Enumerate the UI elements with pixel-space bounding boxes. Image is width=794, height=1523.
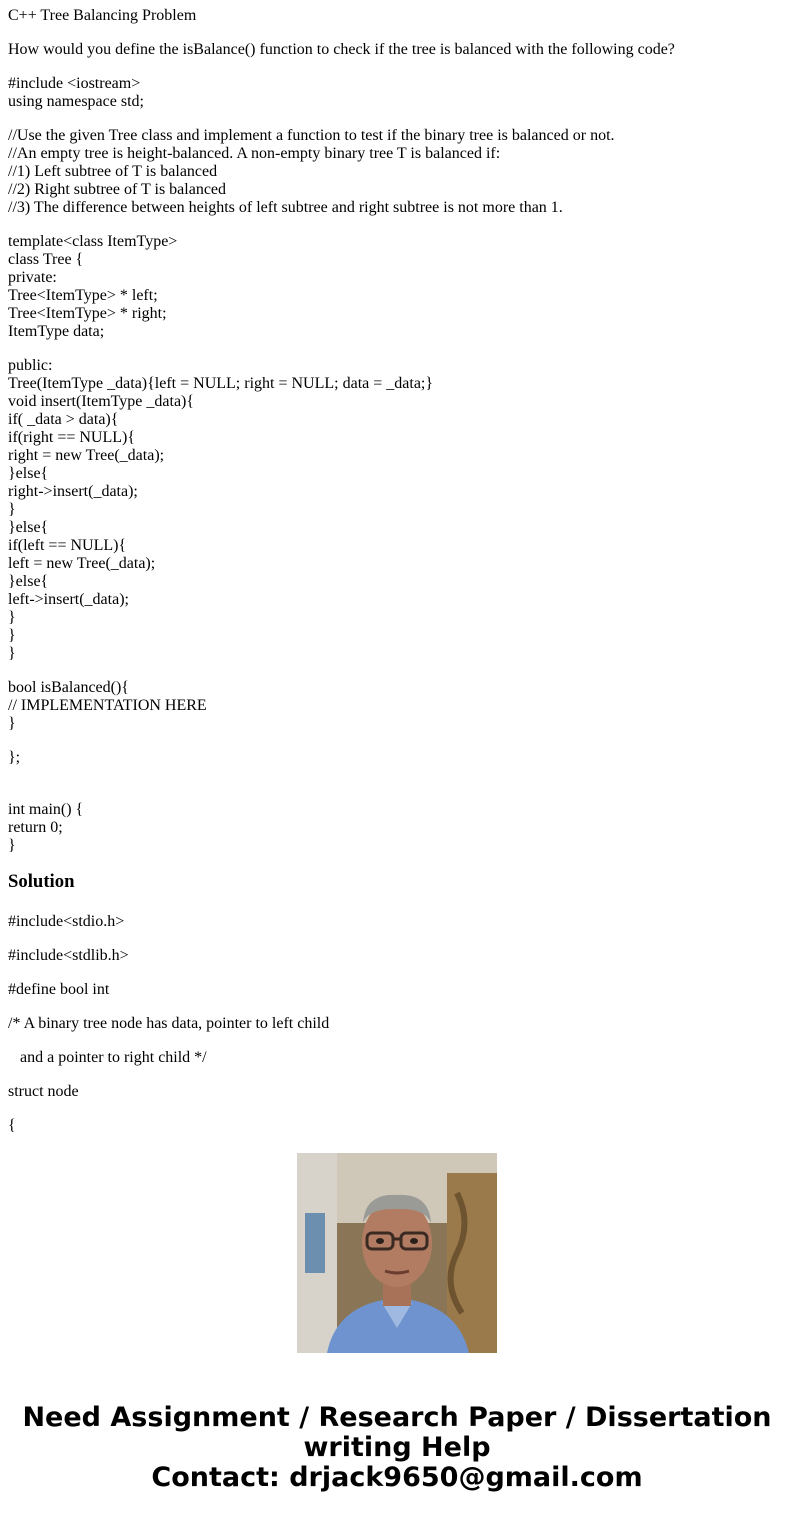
code-line: }else{ [8,573,49,590]
code-line: public: [8,357,53,374]
code-line: left->insert(_data); [8,591,129,608]
code-line: } [8,645,16,662]
code-line: class Tree { [8,251,84,268]
code-line: Tree<ItemType> * right; [8,305,167,322]
promo-banner [0,1403,794,1493]
solution-line: #define bool int [8,981,110,998]
solution-heading: Solution [8,871,75,892]
code-line: right = new Tree(_data); [8,447,165,464]
code-line: } [8,837,16,854]
code-line: return 0; [8,819,63,836]
code-line: private: [8,269,57,286]
code-line: if( _data > data){ [8,411,119,428]
code-paragraph [8,801,788,855]
solution-line: #include<stdio.h> [8,913,125,930]
author-photo [297,1153,497,1353]
code-line: }; [8,749,21,766]
code-line: } [8,715,16,732]
code-line: } [8,609,16,626]
avatar [297,1153,497,1353]
code-line: // IMPLEMENTATION HERE [8,697,207,714]
code-line: using namespace std; [8,93,144,110]
solution-line: /* A binary tree node has data, pointer to left child [8,1015,330,1032]
code-line: //2) Right subtree of T is balanced [8,181,227,198]
code-line [8,767,788,785]
code-line: //1) Left subtree of T is balanced [8,163,218,180]
solution-line: struct node [8,1083,79,1100]
promo-line-2: writing Help [303,1432,491,1463]
code-line: //An empty tree is height-balanced. A non-empty binary tree T is balanced if: [8,145,501,162]
code-paragraph [8,357,788,663]
code-paragraph [8,127,788,217]
code-line: Tree<ItemType> * left; [8,287,158,304]
code-line: Tree(ItemType _data){left = NULL; right = NULL; data = _data;} [8,375,434,392]
code-line: template<class ItemType> [8,233,178,250]
question-section [8,7,788,911]
code-paragraph [8,233,788,341]
code-line: if(right == NULL){ [8,429,136,446]
code-line: //3) The difference between heights of left subtree and right subtree is not more than 1. [8,199,563,216]
question-prompt: How would you define the isBalance() function to check if the tree is balanced with the following code? [8,41,675,58]
code-paragraph [8,75,788,111]
solution-code [8,913,788,1134]
code-line: //Use the given Tree class and implement a function to test if the binary tree is balanced or not. [8,127,615,144]
promo-line-1: Need Assignment / Research Paper / Dissertation [22,1402,772,1433]
code-line: }else{ [8,519,49,536]
code-line: right->insert(_data); [8,483,138,500]
code-line: if(left == NULL){ [8,537,127,554]
solution-line: #include<stdlib.h> [8,947,129,964]
code-line: #include <iostream> [8,75,141,92]
question-title: C++ Tree Balancing Problem [8,7,197,24]
code-line: left = new Tree(_data); [8,555,156,572]
solution-line: and a pointer to right child */ [8,1049,207,1066]
code-paragraph [8,749,788,785]
code-line: }else{ [8,465,49,482]
code-line: void insert(ItemType _data){ [8,393,195,410]
code-paragraph [8,679,788,733]
solution-line: { [8,1117,16,1134]
code-line: } [8,501,16,518]
code-line: int main() { [8,801,84,818]
code-line: } [8,627,16,644]
code-line: ItemType data; [8,323,105,340]
code-line: bool isBalanced(){ [8,679,129,696]
question-code [8,75,788,855]
promo-line-3: Contact: drjack9650@gmail.com [151,1462,643,1493]
